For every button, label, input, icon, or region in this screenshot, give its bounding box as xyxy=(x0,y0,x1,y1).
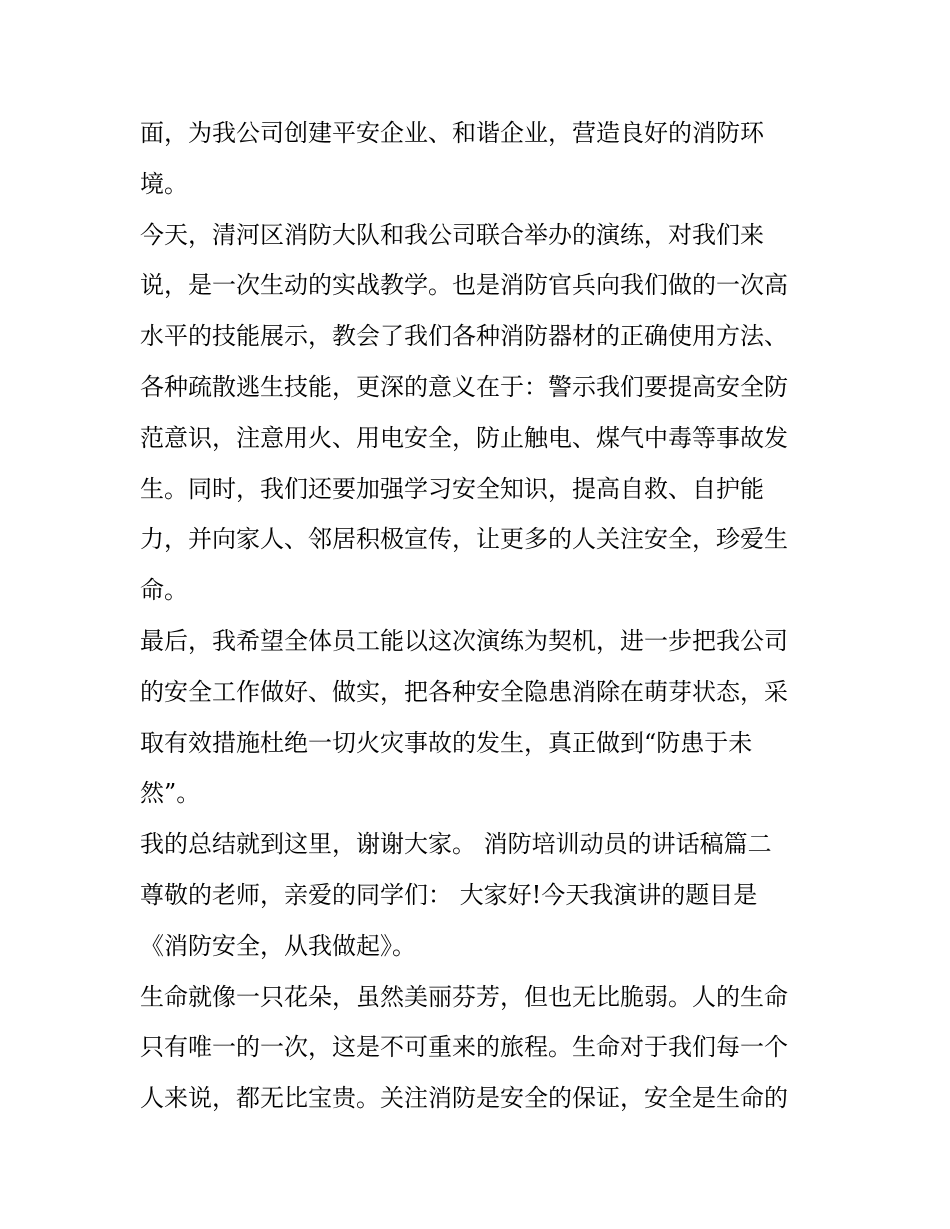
text-line: 只有唯一的一次，这是不可重来的旅程。生命对于我们每一个 xyxy=(140,1033,788,1062)
text-line: 尊敬的老师，亲爱的同学们： 大家好!今天我演讲的题目是 xyxy=(140,880,758,909)
text-line: 各种疏散逃生技能，更深的意义在于：警示我们要提高安全防 xyxy=(140,372,788,401)
text-line: 我的总结就到这里，谢谢大家。 消防培训动员的讲话稿篇二 xyxy=(140,830,772,859)
text-line: 力，并向家人、邻居积极宣传，让更多的人关注安全，珍爱生 xyxy=(140,525,788,554)
text-line: 说，是一次生动的实战教学。也是消防官兵向我们做的一次高 xyxy=(140,271,788,300)
text-line: 《消防安全，从我做起》。 xyxy=(140,931,416,960)
text-line: 生。同时，我们还要加强学习安全知识，提高自救、自护能 xyxy=(140,474,764,503)
text-line: 的安全工作做好、做实，把各种安全隐患消除在萌芽状态，采 xyxy=(140,677,788,706)
text-line: 人来说，都无比宝贵。关注消防是安全的保证，安全是生命的 xyxy=(140,1084,788,1113)
text-line: 然”。 xyxy=(140,779,201,808)
document-body xyxy=(140,108,820,1124)
text-line: 最后，我希望全体员工能以这次演练为契机，进一步把我公司 xyxy=(140,626,788,655)
text-line: 命。 xyxy=(140,576,188,605)
text-line: 今天，清河区消防大队和我公司联合举办的演练，对我们来 xyxy=(140,220,764,249)
text-line: 范意识，注意用火、用电安全，防止触电、煤气中毒等事故发 xyxy=(140,423,788,452)
text-line: 面，为我公司创建平安企业、和谐企业，营造良好的消防环 xyxy=(140,119,764,147)
text-line: 境。 xyxy=(140,169,188,198)
text-line: 水平的技能展示，教会了我们各种消防器材的正确使用方法、 xyxy=(140,322,788,351)
text-line: 取有效措施杜绝一切火灾事故的发生，真正做到“防患于未 xyxy=(140,728,753,757)
text-line: 生命就像一只花朵，虽然美丽芬芳，但也无比脆弱。人的生命 xyxy=(140,982,788,1011)
